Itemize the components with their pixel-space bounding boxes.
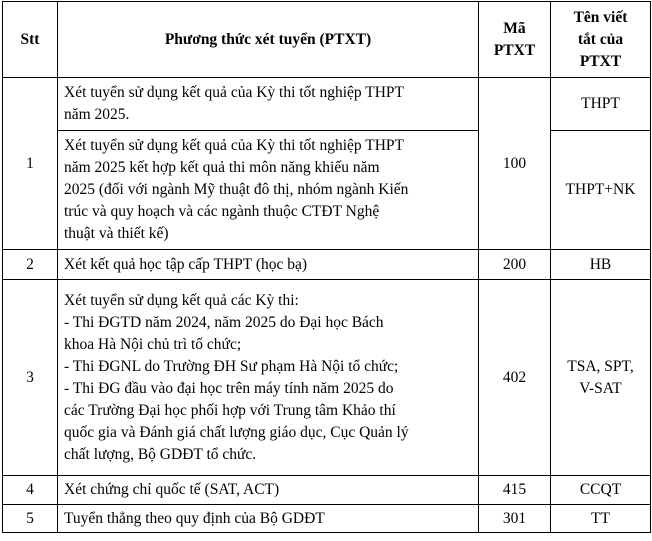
method-line: Xét tuyển sử dụng kết quả các Kỳ thi: — [64, 291, 299, 309]
table-row — [3, 78, 651, 131]
header-abbr-line3: PTXT — [579, 52, 622, 70]
row-abbr: HB — [551, 250, 651, 280]
header-code — [479, 2, 551, 78]
row-abbr: THPT — [551, 78, 651, 131]
header-stt: Stt — [3, 2, 58, 78]
header-method: Phương thức xét tuyển (PTXT) — [58, 2, 479, 78]
header-abbr-line1: Tên viết — [573, 8, 628, 26]
row-stt: 4 — [3, 476, 58, 505]
method-line: - Thi ĐGNL do Trường ĐH Sư phạm Hà Nội tổ chức; — [64, 357, 399, 375]
row-code: 200 — [479, 250, 551, 280]
row-code: 402 — [479, 280, 551, 476]
table-row — [3, 131, 651, 250]
method-line: chất lượng, Bộ GDĐT tổ chức. — [64, 445, 257, 463]
method-line: - Thi ĐGTD năm 2024, năm 2025 do Đại học Bách — [64, 313, 384, 331]
row-abbr: CCQT — [551, 476, 651, 505]
abbr-line: V-SAT — [579, 379, 622, 397]
table-row — [3, 280, 651, 476]
row-stt: 2 — [3, 250, 58, 280]
table-row — [3, 476, 651, 505]
row-code: 301 — [479, 505, 551, 533]
row-code: 100 — [479, 78, 551, 250]
method-line: các Trường Đại học phối hợp với Trung tâm Khảo thí — [64, 401, 396, 419]
row-method — [58, 78, 479, 131]
row-method: Xét kết quả học tập cấp THPT (học bạ) — [58, 250, 479, 280]
row-abbr — [551, 280, 651, 476]
method-line: thuật và thiết kế) — [64, 225, 169, 242]
row-method — [58, 280, 479, 476]
row-stt: 1 — [3, 78, 58, 250]
row-method — [58, 131, 479, 250]
row-abbr: TT — [551, 505, 651, 533]
row-method: Xét chứng chỉ quốc tế (SAT, ACT) — [58, 476, 479, 505]
header-code-line2: PTXT — [493, 41, 536, 59]
method-line: Xét tuyển sử dụng kết quả của Kỳ thi tốt nghiệp THPT — [64, 137, 405, 154]
method-line: năm 2025 kết hợp kết quả thi môn năng khiếu năm — [64, 159, 380, 176]
table-row — [3, 250, 651, 280]
row-method: Tuyển thẳng theo quy định của Bộ GDĐT — [58, 505, 479, 533]
method-line: khoa Hà Nội chủ trì tổ chức; — [64, 335, 242, 353]
row-stt: 5 — [3, 505, 58, 533]
header-abbr-line2: tắt của — [577, 30, 624, 48]
method-line: Xét tuyển sử dụng kết quả của Kỳ thi tốt nghiệp THPT — [64, 84, 405, 101]
row-code: 415 — [479, 476, 551, 505]
row-abbr: THPT+NK — [551, 131, 651, 250]
header-abbr — [551, 2, 651, 78]
admission-methods-table — [2, 1, 651, 533]
method-line: năm 2025. — [64, 106, 130, 123]
table-row — [3, 505, 651, 533]
header-row — [3, 2, 651, 78]
method-line: quốc gia và Đánh giá chất lượng giáo dục, Cục Quản lý — [64, 423, 409, 441]
method-line: 2025 (đối với ngành Mỹ thuật đô thị, nhóm ngành Kiến — [64, 181, 409, 198]
abbr-line: TSA, SPT, — [567, 357, 634, 375]
method-line: - Thi ĐG đầu vào đại học trên máy tính năm 2025 do — [64, 379, 394, 397]
row-stt: 3 — [3, 280, 58, 476]
method-line: trúc và quy hoạch và các ngành thuộc CTĐT Nghệ — [64, 203, 380, 220]
header-code-line1: Mã — [503, 19, 526, 37]
